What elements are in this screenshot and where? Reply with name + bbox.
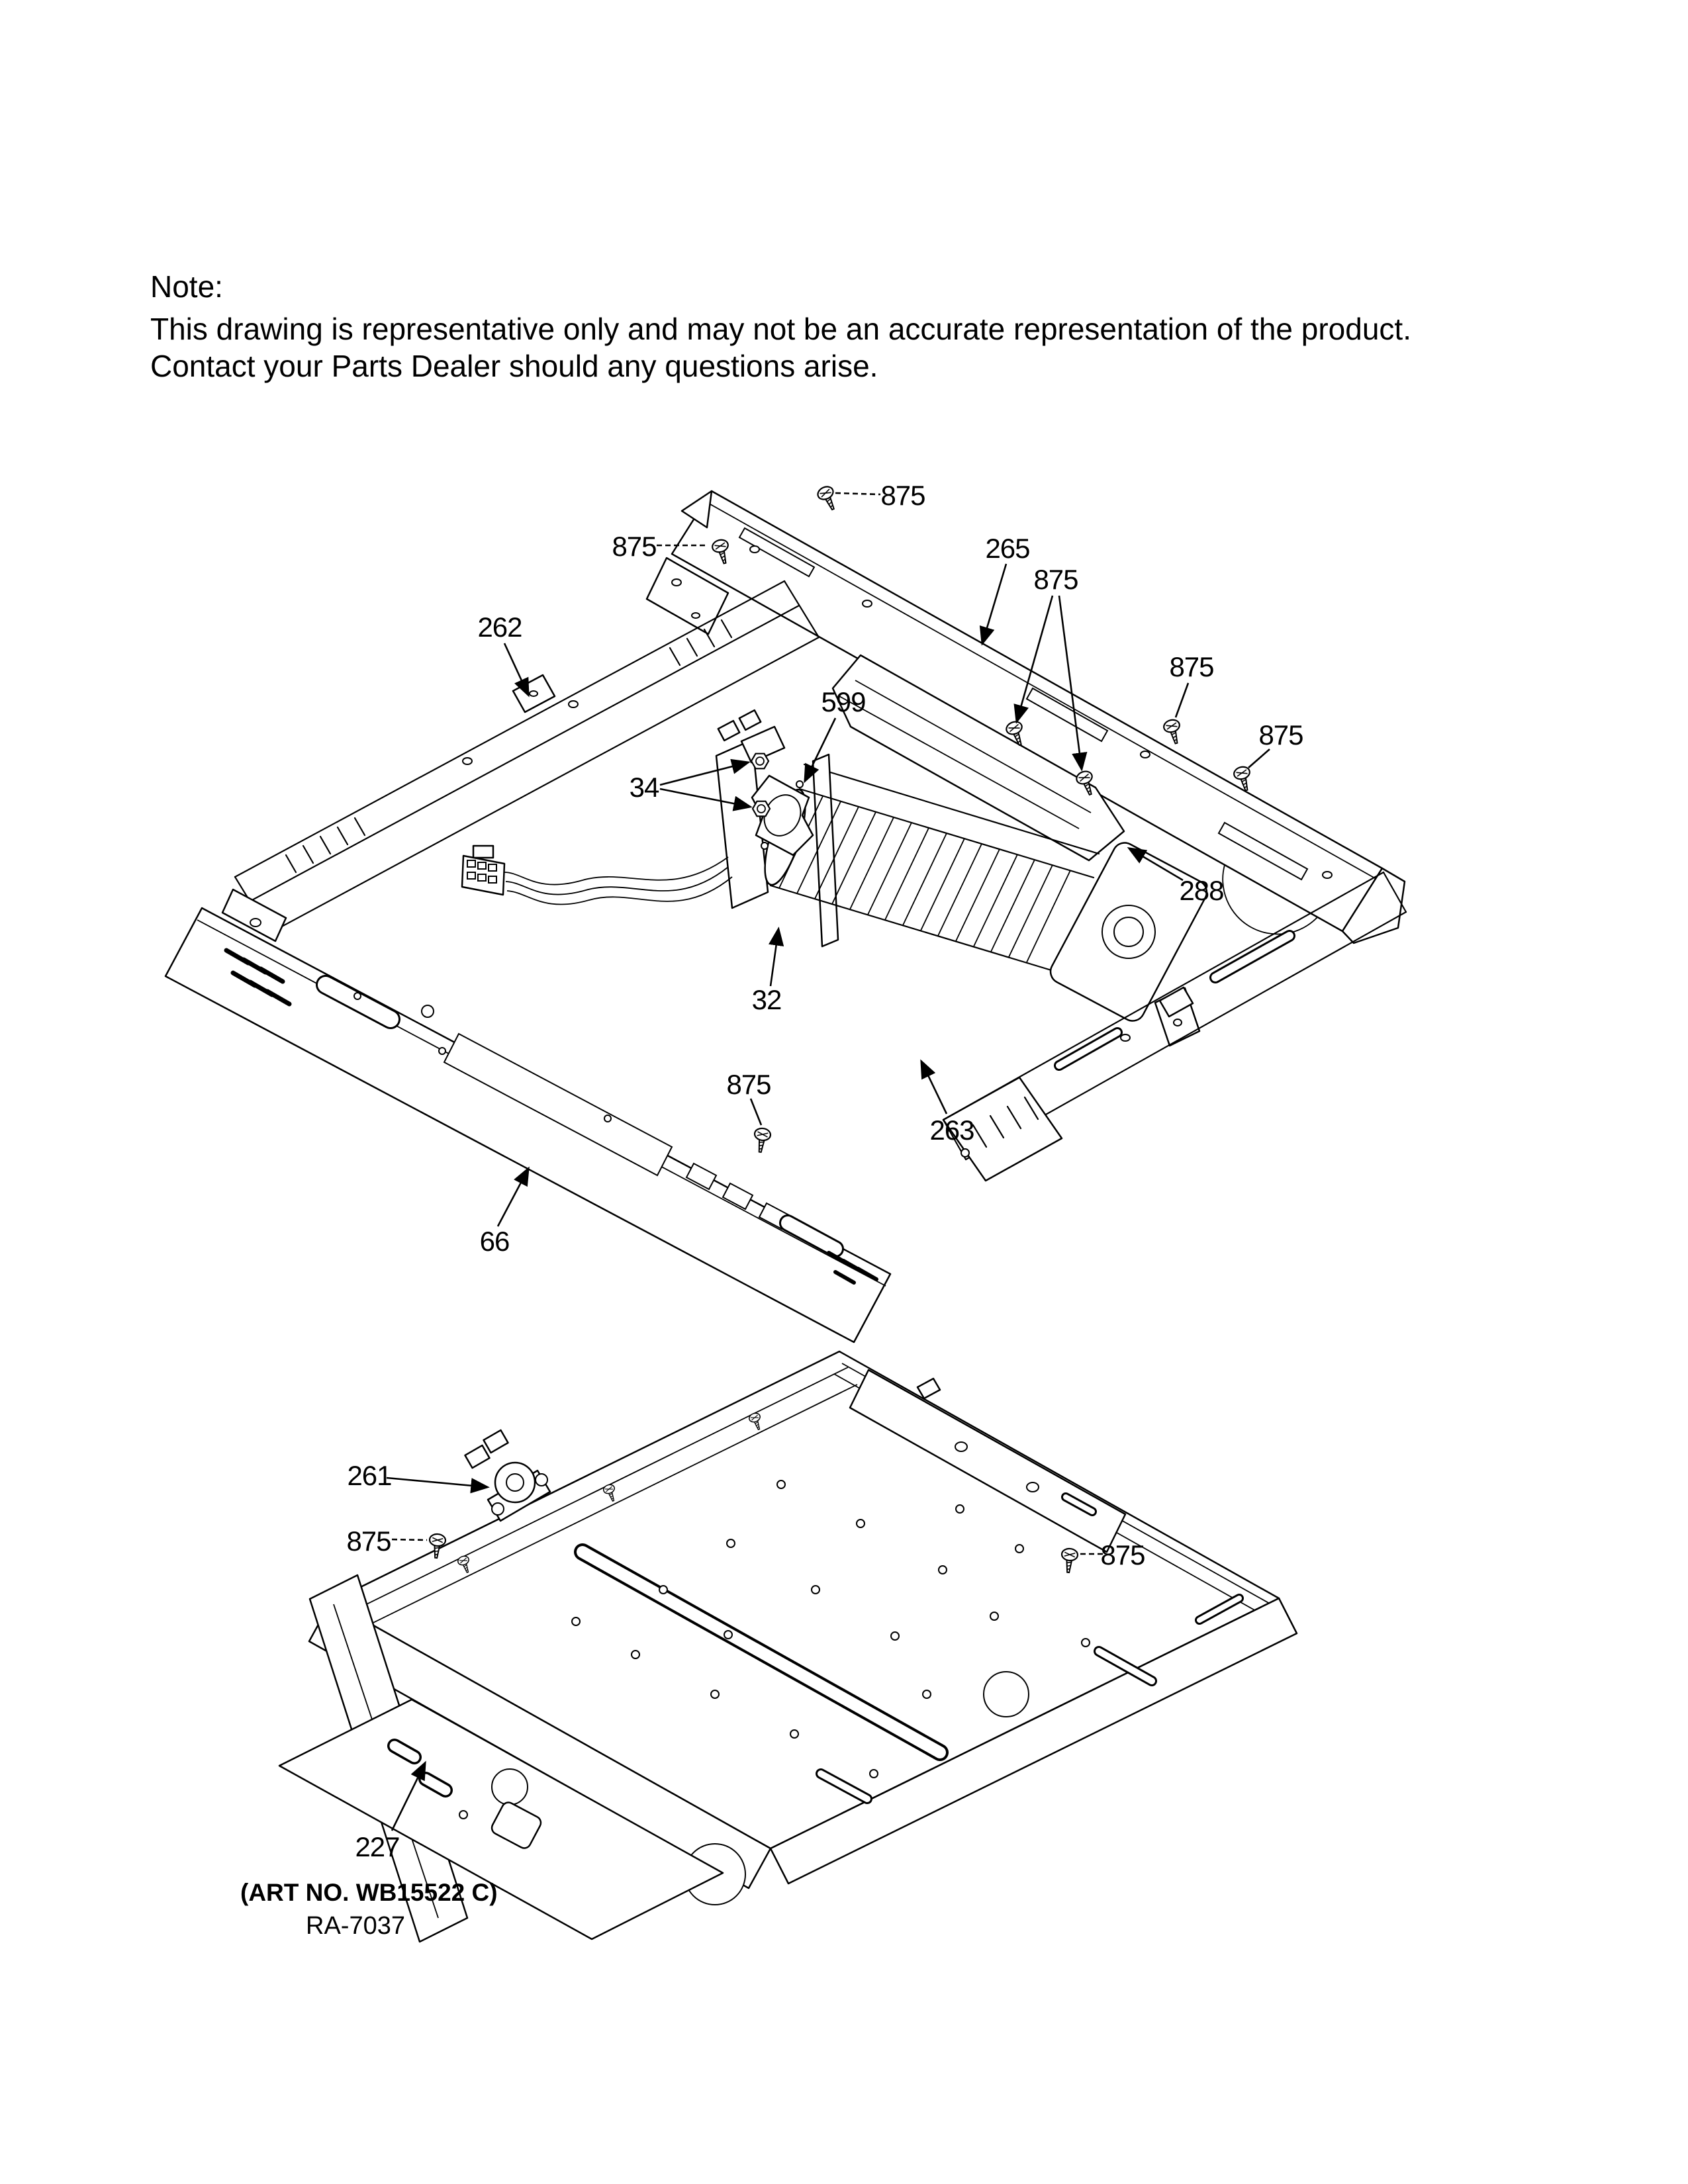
note-line-2: Contact your Parts Dealer should any questions arise.	[150, 349, 878, 383]
drawing-number: RA-7037	[306, 1912, 405, 1940]
callout-875-right-b: 875	[1258, 719, 1303, 751]
callout-66: 66	[479, 1226, 510, 1257]
callout-261: 261	[347, 1460, 392, 1491]
front-panel-support	[165, 889, 890, 1342]
callout-875-bottom-right: 875	[1100, 1539, 1145, 1570]
screw-875-middle	[752, 1127, 771, 1153]
callout-875-left: 875	[612, 531, 657, 562]
wire-harness	[462, 846, 732, 905]
callout-875-bottom-left: 875	[346, 1525, 391, 1557]
screw-875-top	[816, 484, 840, 513]
art-number: (ART NO. WB15522 C)	[240, 1879, 498, 1906]
note-block	[150, 269, 1411, 383]
nut-34-a	[751, 754, 769, 769]
nut-34-b	[753, 801, 770, 817]
callout-875-duct: 875	[1033, 564, 1078, 595]
callout-227: 227	[355, 1831, 400, 1862]
callout-265: 265	[985, 533, 1030, 564]
callout-875-right-a: 875	[1169, 651, 1214, 682]
note-title: Note:	[150, 269, 223, 304]
note-line-1: This drawing is representative only and may not be an accurate representation of the product.	[150, 312, 1411, 346]
screw-875-right-a	[1162, 718, 1184, 745]
callout-599: 599	[821, 686, 866, 717]
callout-875-middle: 875	[726, 1069, 771, 1100]
callout-875-top: 875	[880, 480, 925, 511]
callout-262: 262	[477, 612, 522, 643]
callout-32: 32	[751, 984, 782, 1015]
callout-288: 288	[1179, 875, 1224, 906]
top-exploded-diagram	[165, 480, 1406, 1342]
callout-34: 34	[629, 772, 659, 803]
callout-263: 263	[929, 1115, 974, 1146]
bottom-exploded-diagram	[279, 1351, 1297, 1942]
